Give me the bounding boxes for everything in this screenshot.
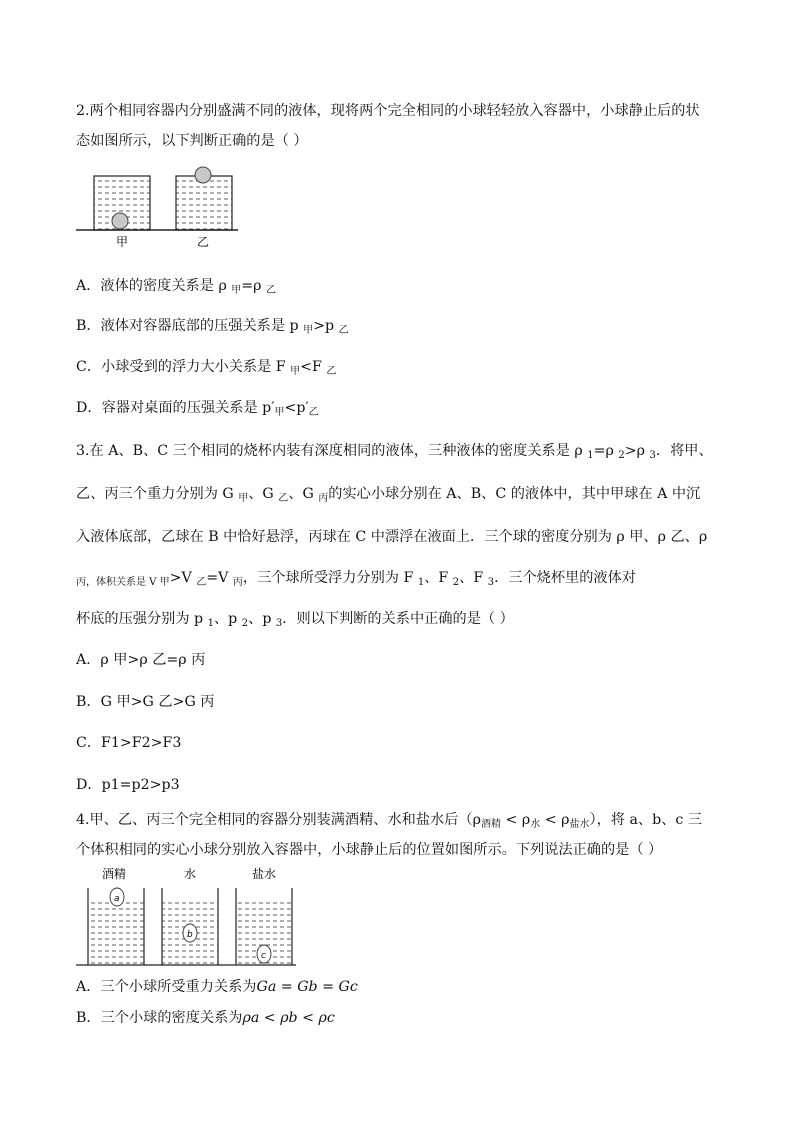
q3-option-b: B．G 甲>G 乙>G 丙 xyxy=(76,694,215,710)
q3-line-5: 杯底的压强分别为 p $_1$、p $_2$、p $_3$．则以下判断的关系中正确的是（ ） xyxy=(76,611,514,629)
q3-line-1: 3.在 A、B、C 三个相同的烧杯内装有深度相同的液体，三种液体的密度关系是 ρ $_1$=ρ $_2$>ρ $_3$．将甲、 xyxy=(76,443,713,461)
ball-label-c: c xyxy=(261,951,266,961)
q3-line-2: 乙、丙三个重力分别为 G $_甲$、G $_乙$、G $_丙$的实心小球分别在 A、B、C 的液体中，其中甲球在 A 中沉 xyxy=(76,486,701,504)
label-water: 水 xyxy=(184,867,197,881)
label-alcohol: 酒精 xyxy=(102,867,127,881)
q2-line-1: 2.两个相同容器内分别盛满不同的液体，现将两个完全相同的小球轻轻放入容器中，小球静止后的状 xyxy=(76,103,700,119)
q3-option-a: A．ρ 甲>ρ 乙=ρ 丙 xyxy=(76,652,206,668)
ball-label-a: a xyxy=(114,894,120,904)
liquid-alcohol xyxy=(88,902,144,965)
q3-option-c: C．F1>F2>F3 xyxy=(76,735,182,751)
q3-line-3: 入液体底部，乙球在 B 中恰好悬浮，丙球在 C 中漂浮在液面上．三个球的密度分别为 ρ 甲、ρ 乙、ρ xyxy=(76,529,708,545)
label-jia: 甲 xyxy=(116,235,129,249)
q2-figure xyxy=(76,166,242,252)
q4-line-1: 4.甲、乙、丙三个完全相同的容器分别装满酒精、水和盐水后$(\rho_{酒精} < \rho_水 < \rho_{盐水})$，将 a、b、c 三 xyxy=(76,812,703,830)
q2-option-c: C．小球受到的浮力大小关系是 F $_甲$<F $_乙$ xyxy=(76,359,337,377)
q2-option-b: B．液体对容器底部的压强关系是 p $_甲$>p $_乙$ xyxy=(76,318,349,336)
q4-line-2: 个体积相同的实心小球分别放入容器中，小球静止后的位置如图所示。下列说法正确的是（ ） xyxy=(76,842,663,858)
ball-label-b: b xyxy=(187,930,193,940)
ball-yi xyxy=(195,167,211,183)
q2-option-d: D．容器对桌面的压强关系是 $p'_甲<p'_乙$ xyxy=(76,400,319,418)
label-salt: 盐水 xyxy=(252,867,277,881)
q2-line-2: 态如图所示，以下判断正确的是（ ） xyxy=(76,133,308,149)
container-yi xyxy=(176,176,232,230)
label-yi: 乙 xyxy=(197,235,210,249)
q4-figure xyxy=(76,864,298,968)
q3-line-4: $_{丙,体积关系是 V}$ $_甲$>V $_乙$=V $_丙$，三个球所受浮力分别为 F $_1$、F $_2$、F $_3$．三个烧杯里的液体对 xyxy=(76,570,636,588)
q4-option-b: B．三个小球的密度关系为ρa < ρb < ρc xyxy=(76,1010,335,1026)
ball-jia xyxy=(112,213,128,229)
q4-option-a: A．三个小球所受重力关系为Ga = Gb = Gc xyxy=(76,979,358,995)
q2-option-a: A．液体的密度关系是 ρ $_甲$=ρ $_乙$ xyxy=(76,278,277,296)
q3-option-d: D．p1=p2>p3 xyxy=(76,777,180,793)
